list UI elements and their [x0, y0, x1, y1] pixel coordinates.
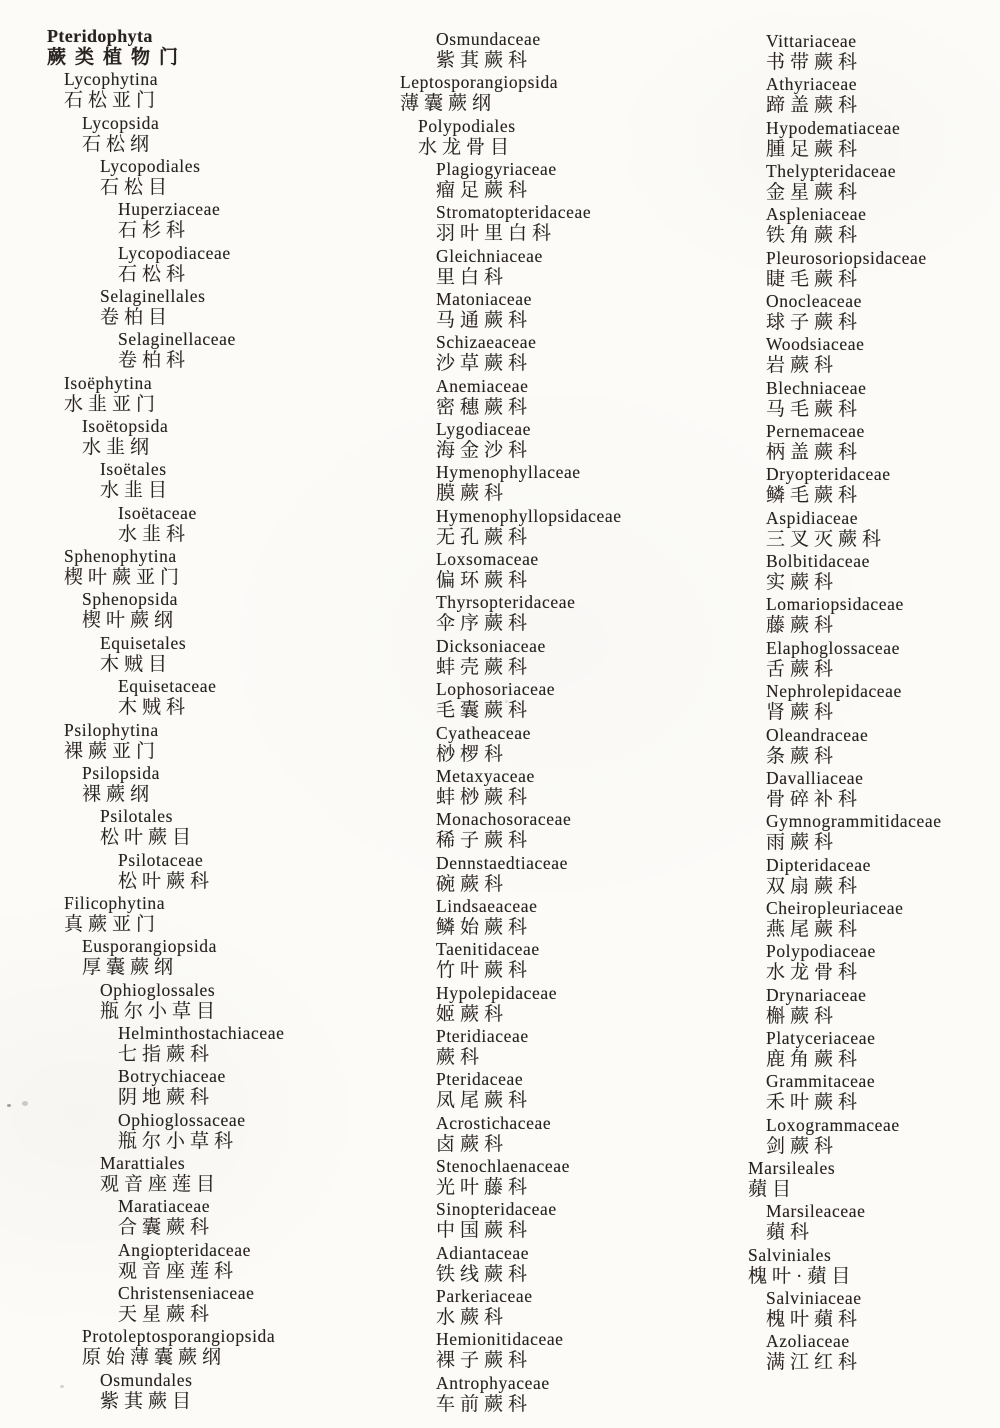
chinese-name: 满江红科	[766, 1352, 863, 1374]
taxonomy-column-1	[47, 26, 377, 1413]
taxon-entry	[47, 546, 377, 589]
chinese-name: 中国蕨科	[436, 1220, 533, 1242]
latin-name: Cheiropleuriaceae	[766, 897, 904, 918]
taxon-entry	[365, 636, 705, 679]
chinese-name: 石松亚门	[64, 90, 161, 112]
chinese-name: 石松纲	[82, 133, 155, 155]
taxon-entry	[47, 893, 377, 936]
chinese-name: 碗蕨科	[436, 873, 509, 895]
taxon-entry	[365, 1026, 705, 1069]
chinese-name: 鳞始蕨科	[436, 916, 533, 938]
chinese-name: 石杉科	[118, 220, 191, 242]
taxon-entry	[47, 69, 377, 112]
taxon-entry	[365, 1286, 705, 1329]
latin-name: Lycophytina	[64, 69, 159, 90]
taxon-entry	[365, 1373, 705, 1416]
chinese-name: 松叶蕨科	[118, 870, 215, 892]
taxon-entry	[47, 156, 377, 199]
chinese-name: 楔叶蕨纲	[82, 610, 179, 632]
chinese-name: 天星蕨科	[118, 1303, 215, 1325]
taxon-entry	[365, 159, 705, 202]
taxon-entry	[365, 29, 705, 72]
chinese-name: 水韭目	[100, 480, 173, 502]
latin-name: Dennstaedtiaceae	[436, 852, 569, 873]
latin-name: Botrychiaceae	[118, 1066, 226, 1087]
latin-name: Loxogrammaceae	[766, 1114, 900, 1135]
latin-name: Acrostichaceae	[436, 1112, 552, 1133]
chinese-name: 薄囊蕨纲	[400, 93, 497, 115]
latin-name: Pteridaceae	[436, 1069, 524, 1090]
latin-name: Platyceriaceae	[766, 1027, 876, 1048]
taxon-entry	[365, 723, 705, 766]
taxon-entry	[47, 1153, 377, 1196]
chinese-name: 真蕨亚门	[64, 913, 161, 935]
taxon-entry	[695, 508, 995, 551]
chinese-name: 光叶藤科	[436, 1176, 533, 1198]
taxon-entry	[695, 551, 995, 594]
chinese-name: 凤尾蕨科	[436, 1090, 533, 1112]
latin-name: Woodsiaceae	[766, 334, 865, 355]
latin-name: Pteridiaceae	[436, 1025, 529, 1046]
chinese-name: 裸蕨亚门	[64, 740, 161, 762]
latin-name: Dipteridaceae	[766, 854, 871, 875]
taxon-entry	[47, 1283, 377, 1326]
taxon-entry	[365, 853, 705, 896]
latin-name: Matoniaceae	[436, 289, 532, 310]
chinese-name: 观音座莲科	[118, 1260, 239, 1282]
taxon-entry	[47, 503, 377, 546]
latin-name: Dryopteridaceae	[766, 464, 891, 485]
taxon-entry	[695, 74, 995, 117]
chinese-name: 蚌桫蕨科	[436, 786, 533, 808]
latin-name: Metaxyaceae	[436, 765, 535, 786]
chinese-name: 卷柏目	[100, 307, 173, 329]
taxon-entry	[47, 199, 377, 242]
taxon-entry	[695, 1028, 995, 1071]
taxon-entry	[695, 464, 995, 507]
chinese-name: 偏环蕨科	[436, 570, 533, 592]
taxon-entry	[695, 378, 995, 421]
chinese-name: 沙草蕨科	[436, 353, 533, 375]
latin-name: Marsileales	[748, 1157, 836, 1178]
latin-name: Huperziaceae	[118, 199, 221, 220]
chinese-name: 裸子蕨科	[436, 1350, 533, 1372]
latin-name: Pernemaceae	[766, 421, 865, 442]
taxonomy-column-2	[365, 29, 705, 1416]
chinese-name: 紫萁蕨目	[100, 1390, 197, 1412]
chinese-name: 稀子蕨科	[436, 830, 533, 852]
chinese-name: 球子蕨科	[766, 312, 863, 334]
latin-name: Psilopsida	[82, 762, 160, 783]
scan-speck	[505, 700, 508, 703]
chinese-name: 蘋目	[748, 1178, 797, 1200]
taxon-entry	[695, 725, 995, 768]
taxon-entry	[47, 416, 377, 459]
latin-name: Filicophytina	[64, 892, 166, 913]
taxon-entry	[47, 850, 377, 893]
chinese-name: 毛囊蕨科	[436, 700, 533, 722]
taxon-entry	[695, 681, 995, 724]
taxon-entry	[695, 1245, 995, 1288]
chinese-name: 伞序蕨科	[436, 613, 533, 635]
taxon-entry	[365, 72, 705, 115]
latin-name: Lycopsida	[82, 112, 160, 133]
taxon-entry	[365, 766, 705, 809]
taxon-entry	[695, 118, 995, 161]
taxon-entry	[695, 1115, 995, 1158]
taxon-entry	[365, 116, 705, 159]
latin-name: Selaginellales	[100, 286, 206, 307]
latin-name: Sinopteridaceae	[436, 1199, 557, 1220]
latin-name: Dicksoniaceae	[436, 635, 546, 656]
latin-name: Loxsomaceae	[436, 549, 539, 570]
latin-name: Lomariopsidaceae	[766, 594, 904, 615]
chinese-name: 岩蕨科	[766, 355, 839, 377]
chinese-name: 铁线蕨科	[436, 1263, 533, 1285]
chinese-name: 石松科	[118, 263, 191, 285]
chinese-name: 水龙骨目	[418, 136, 515, 158]
taxon-entry	[47, 1196, 377, 1239]
chinese-name: 瘤足蕨科	[436, 180, 533, 202]
taxon-entry	[47, 806, 377, 849]
chinese-name: 水蕨科	[436, 1306, 509, 1328]
taxon-entry	[47, 589, 377, 632]
latin-name: Polypodiaceae	[766, 941, 876, 962]
latin-name: Athyriaceae	[766, 74, 858, 95]
latin-name: Monachosoraceae	[436, 809, 572, 830]
taxon-entry	[47, 763, 377, 806]
latin-name: Psilophytina	[64, 719, 159, 740]
chinese-name: 实蕨科	[766, 572, 839, 594]
scan-speck	[60, 1385, 64, 1388]
latin-name: Lycopodiaceae	[118, 242, 231, 263]
latin-name: Eusporangiopsida	[82, 936, 217, 957]
latin-name: Hemionitidaceae	[436, 1329, 564, 1350]
taxon-entry	[47, 980, 377, 1023]
chinese-name: 紫萁蕨科	[436, 50, 533, 71]
chinese-name: 膜蕨科	[436, 483, 509, 505]
taxon-entry	[365, 1069, 705, 1112]
latin-name: Isoëphytina	[64, 372, 153, 393]
chinese-name: 楔叶蕨亚门	[64, 567, 185, 589]
chinese-name: 槐叶·蘋目	[748, 1265, 856, 1287]
chinese-name: 槲蕨科	[766, 1005, 839, 1027]
taxon-entry	[47, 373, 377, 416]
taxon-entry	[365, 549, 705, 592]
latin-name: Osmundales	[100, 1369, 193, 1390]
taxon-entry	[365, 1156, 705, 1199]
latin-name: Protoleptosporangiopsida	[82, 1326, 276, 1347]
chinese-name: 书带蕨科	[766, 52, 863, 73]
latin-name: Salviniaceae	[766, 1287, 862, 1308]
chinese-name: 瓶尔小草目	[100, 1000, 221, 1022]
taxon-entry	[365, 1243, 705, 1286]
latin-name: Lycopodiales	[100, 156, 201, 177]
taxon-entry	[47, 720, 377, 763]
taxon-entry	[47, 1326, 377, 1369]
chinese-name: 鹿角蕨科	[766, 1048, 863, 1070]
chinese-name: 木贼目	[100, 653, 173, 675]
chinese-name: 藤蕨科	[766, 615, 839, 637]
taxon-entry	[695, 291, 995, 334]
taxon-entry	[695, 421, 995, 464]
taxon-entry	[365, 1329, 705, 1372]
latin-name: Aspleniaceae	[766, 204, 867, 225]
chinese-name: 剑蕨科	[766, 1135, 839, 1157]
latin-name: Thelypteridaceae	[766, 161, 897, 182]
latin-name: Pteridophyta	[47, 26, 153, 46]
latin-name: Equisetales	[100, 632, 187, 653]
latin-name: Leptosporangiopsida	[400, 72, 559, 93]
taxon-entry	[365, 1113, 705, 1156]
latin-name: Sphenopsida	[82, 589, 179, 610]
latin-name: Lindsaeaceae	[436, 895, 538, 916]
chinese-name: 木贼科	[118, 697, 191, 719]
taxon-entry	[47, 1370, 377, 1413]
latin-name: Grammitaceae	[766, 1071, 876, 1092]
latin-name: Drynariaceae	[766, 984, 867, 1005]
chinese-name: 阴地蕨科	[118, 1087, 215, 1109]
latin-name: Marsileaceae	[766, 1201, 866, 1222]
taxon-entry	[695, 204, 995, 247]
chinese-name: 腫足蕨科	[766, 138, 863, 160]
taxon-entry	[365, 809, 705, 852]
latin-name: Angiopteridaceae	[118, 1239, 252, 1260]
latin-name: Psilotales	[100, 806, 174, 827]
chinese-name: 车前蕨科	[436, 1393, 533, 1415]
latin-name: Equisetaceae	[118, 676, 217, 697]
chinese-name: 马毛蕨科	[766, 398, 863, 420]
taxon-entry	[695, 768, 995, 811]
chinese-name: 海金沙科	[436, 440, 533, 462]
latin-name: Psilotaceae	[118, 849, 204, 870]
taxon-entry	[47, 936, 377, 979]
chinese-name: 水韭科	[118, 523, 191, 545]
chinese-name: 桫椤科	[436, 743, 509, 765]
latin-name: Elaphoglossaceae	[766, 637, 900, 658]
chinese-name: 蘋科	[766, 1222, 815, 1244]
chinese-name: 观音座莲目	[100, 1173, 221, 1195]
chinese-name: 七指蕨科	[118, 1043, 215, 1065]
taxon-entry	[365, 939, 705, 982]
taxon-entry	[695, 334, 995, 377]
chinese-name: 马通蕨科	[436, 310, 533, 332]
chinese-name: 燕尾蕨科	[766, 918, 863, 940]
taxon-entry	[47, 1066, 377, 1109]
latin-name: Gymnogrammitidaceae	[766, 811, 942, 832]
latin-name: Adiantaceae	[436, 1242, 530, 1263]
taxon-entry	[365, 592, 705, 635]
chinese-name: 裸蕨纲	[82, 783, 155, 805]
taxon-entry	[695, 1158, 995, 1201]
latin-name: Cyatheaceae	[436, 722, 532, 743]
taxon-entry	[365, 376, 705, 419]
latin-name: Pleurosoriopsidaceae	[766, 247, 927, 268]
latin-name: Maratiaceae	[118, 1196, 211, 1217]
latin-name: Ophioglossales	[100, 979, 216, 1000]
chinese-name: 金星蕨科	[766, 182, 863, 204]
chinese-name: 合囊蕨科	[118, 1217, 215, 1239]
chinese-name: 蚌壳蕨科	[436, 656, 533, 678]
taxon-entry	[47, 676, 377, 719]
taxon-entry	[47, 113, 377, 156]
taxon-entry	[695, 811, 995, 854]
taxon-entry	[47, 286, 377, 329]
taxonomy-column-3	[695, 31, 995, 1375]
taxon-entry	[47, 459, 377, 502]
latin-name: Ophioglossaceae	[118, 1109, 246, 1130]
taxon-entry	[695, 855, 995, 898]
chinese-name: 姬蕨科	[436, 1003, 509, 1025]
latin-name: Gleichniaceae	[436, 245, 543, 266]
scan-speck	[7, 1104, 11, 1107]
taxon-entry	[365, 983, 705, 1026]
latin-name: Hypolepidaceae	[436, 982, 558, 1003]
latin-name: Azoliaceae	[766, 1331, 850, 1352]
taxon-entry	[365, 419, 705, 462]
chinese-name: 竹叶蕨科	[436, 960, 533, 982]
latin-name: Taenitidaceae	[436, 939, 540, 960]
chinese-name: 里白科	[436, 266, 509, 288]
taxon-entry	[695, 1288, 995, 1331]
taxon-entry	[47, 243, 377, 286]
latin-name: Isoëtaceae	[118, 502, 197, 523]
latin-name: Osmundaceae	[436, 29, 541, 49]
chinese-name: 槐叶蘋科	[766, 1308, 863, 1330]
latin-name: Stromatopteridaceae	[436, 202, 592, 223]
latin-name: Stenochlaenaceae	[436, 1155, 570, 1176]
latin-name: Vittariaceae	[766, 31, 857, 51]
chinese-name: 松叶蕨目	[100, 827, 197, 849]
chinese-name: 卷柏科	[118, 350, 191, 372]
chinese-name: 瓶尔小草科	[118, 1130, 239, 1152]
taxon-entry	[695, 941, 995, 984]
latin-name: Helminthostachiaceae	[118, 1022, 285, 1043]
chinese-name: 卤蕨科	[436, 1133, 509, 1155]
latin-name: Isoëtopsida	[82, 416, 169, 437]
taxon-entry	[695, 31, 995, 74]
latin-name: Anemiaceae	[436, 375, 529, 396]
taxon-entry	[695, 638, 995, 681]
taxon-entry	[365, 679, 705, 722]
chinese-name: 双扇蕨科	[766, 875, 863, 897]
latin-name: Antrophyaceae	[436, 1372, 550, 1393]
taxon-entry	[47, 1110, 377, 1153]
chinese-name: 鳞毛蕨科	[766, 485, 863, 507]
chinese-name: 肾蕨科	[766, 702, 839, 724]
taxon-entry	[365, 506, 705, 549]
taxon-entry	[695, 594, 995, 637]
latin-name: Bolbitidaceae	[766, 551, 871, 572]
chinese-name: 水龙骨科	[766, 962, 863, 984]
chinese-name: 雨蕨科	[766, 832, 839, 854]
chinese-name: 蕨科	[436, 1046, 485, 1068]
chinese-name: 三叉灭蕨科	[766, 528, 887, 550]
taxon-entry	[695, 985, 995, 1028]
latin-name: Christenseniaceae	[118, 1282, 255, 1303]
latin-name: Lophosoriaceae	[436, 679, 556, 700]
taxon-entry	[695, 898, 995, 941]
latin-name: Parkeriaceae	[436, 1285, 533, 1306]
latin-name: Isoëtales	[100, 459, 167, 480]
latin-name: Aspidiaceae	[766, 507, 859, 528]
chinese-name: 舌蕨科	[766, 658, 839, 680]
taxon-entry	[365, 1199, 705, 1242]
latin-name: Hymenophyllopsidaceae	[436, 505, 622, 526]
latin-name: Onocleaceae	[766, 291, 862, 312]
chinese-name: 水韭亚门	[64, 393, 161, 415]
latin-name: Thyrsopteridaceae	[436, 592, 576, 613]
latin-name: Blechniaceae	[766, 377, 867, 398]
taxon-entry	[365, 896, 705, 939]
latin-name: Schizaeaceae	[436, 332, 537, 353]
latin-name: Salviniales	[748, 1244, 832, 1265]
latin-name: Sphenophytina	[64, 546, 177, 567]
latin-name: Oleandraceae	[766, 724, 869, 745]
chinese-name: 厚囊蕨纲	[82, 957, 179, 979]
latin-name: Hypodematiaceae	[766, 117, 901, 138]
latin-name: Marattiales	[100, 1152, 186, 1173]
chinese-name: 羽叶里白科	[436, 223, 557, 245]
taxon-entry	[695, 1201, 995, 1244]
taxon-entry	[695, 248, 995, 291]
latin-name: Polypodiales	[418, 115, 516, 136]
chinese-name: 原始薄囊蕨纲	[82, 1347, 227, 1369]
chinese-name: 禾叶蕨科	[766, 1092, 863, 1114]
chinese-name: 石松目	[100, 177, 173, 199]
chinese-name: 蕨类植物门	[47, 47, 188, 68]
taxon-entry	[365, 246, 705, 289]
taxon-entry	[365, 462, 705, 505]
taxon-entry	[695, 1331, 995, 1374]
taxon-entry	[365, 332, 705, 375]
taxon-entry	[695, 1071, 995, 1114]
chinese-name: 骨碎补科	[766, 788, 863, 810]
latin-name: Plagiogyriaceae	[436, 159, 557, 180]
taxon-entry	[47, 1240, 377, 1283]
scan-speck	[22, 1101, 28, 1106]
chinese-name: 无孔蕨科	[436, 526, 533, 548]
latin-name: Nephrolepidaceae	[766, 681, 902, 702]
taxon-entry	[695, 161, 995, 204]
taxon-entry	[47, 1023, 377, 1066]
taxon-entry	[47, 633, 377, 676]
chinese-name: 铁角蕨科	[766, 225, 863, 247]
latin-name: Davalliaceae	[766, 767, 864, 788]
latin-name: Lygodiaceae	[436, 419, 532, 440]
chinese-name: 水韭纲	[82, 437, 155, 459]
taxon-entry	[47, 329, 377, 372]
chinese-name: 柄盖蕨科	[766, 442, 863, 464]
chinese-name: 蹄盖蕨科	[766, 95, 863, 117]
latin-name: Hymenophyllaceae	[436, 462, 581, 483]
chinese-name: 睫毛蕨科	[766, 268, 863, 290]
taxon-entry	[365, 289, 705, 332]
chinese-name: 条蕨科	[766, 745, 839, 767]
taxon-entry	[365, 202, 705, 245]
taxon-entry	[47, 26, 377, 69]
chinese-name: 密穗蕨科	[436, 396, 533, 418]
latin-name: Selaginellaceae	[118, 329, 236, 350]
